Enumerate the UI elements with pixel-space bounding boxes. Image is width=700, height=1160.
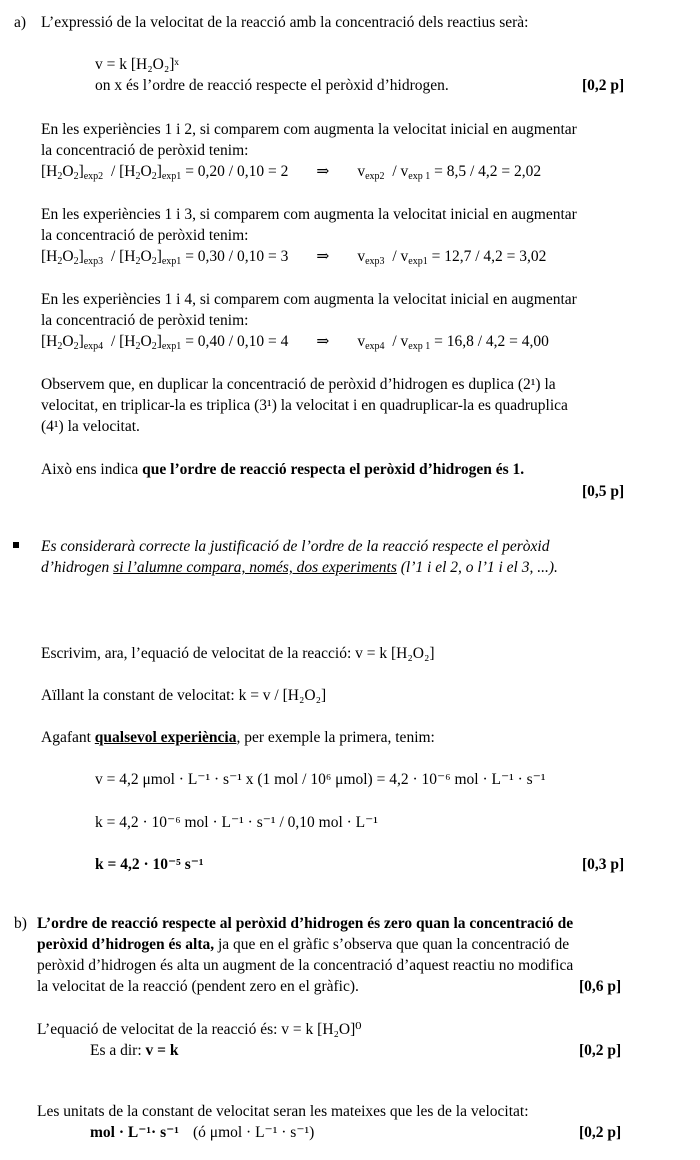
es-prefix: Es a dir: [90,1042,142,1059]
ratio-14-line: $[H_2O_2]_{exp4} / [H_2O_2]_{exp1} = 0,40 / 0,10 = 4$ ⇒ $v_{exp4} / v_{exp 1} = 16,8 / 4,2 = 4,00$ [41,333,549,352]
ratio-12-line: $[H_2O_2]_{exp2} / [H_2O_2]_{exp1} = 0,20 / 0,10 = 2$ ⇒ $v_{exp2} / v_{exp 1} = 8,5 / 4,2 = 2,02$ [41,163,542,182]
compare-13-line2: la concentració de peròxid tenim: [41,227,249,244]
ratio-13-line: $[H_2O_2]_{exp3} / [H_2O_2]_{exp1} = 0,30 / 0,10 = 3$ ⇒ $v_{exp3} / v_{exp1} = 12,7 / 4,2 = 3,02$ [41,248,547,267]
score-a2: [0,5 p] [582,483,625,500]
part-b-rate-equation: L’equació de velocitat de la reacció és: v = k [H₂O]⁰ [37,1021,362,1038]
score-b1: [0,6 p] [579,978,622,995]
part-b-line1 [37,915,573,933]
compare-13-line1: En les experiències 1 i 3, si comparem com augmenta la velocitat inicial en augmentar [41,206,577,223]
write-equation-line: Escrivim, ara, l’equació de velocitat de la reacció: v = k [H₂O₂] [41,645,435,662]
part-b-es-a-dir [90,1042,178,1060]
ratio-14-conc: = 0,40 / 0,10 = 4 [185,333,289,350]
compare-14-line1: En les experiències 1 i 4, si comparem com augmenta la velocitat inicial en augmentar [41,291,577,308]
units-line: Les unitats de la constant de velocitat seran les mateixes que les de la velocitat: [37,1103,529,1120]
units-values [90,1124,314,1142]
ratio-12-conc: = 0,20 / 0,10 = 2 [185,163,289,180]
isolate-constant-line: Aïllant la constant de velocitat: k = v / [H₂O₂] [41,687,327,704]
implies-arrow: ⇒ [316,333,330,350]
units-bold: mol · L⁻¹· s⁻¹ [90,1124,179,1141]
compare-14-line2: la concentració de peròxid tenim: [41,312,249,329]
units-alt: (ó μmol · L⁻¹ · s⁻¹) [192,1124,315,1141]
result-k: k = 4,2 · 10⁻⁵ s⁻¹ [95,856,204,873]
observation-line1: Observem que, en duplicar la concentració de peròxid d’hidrogen es duplica (2¹) la [41,376,556,393]
score-b3: [0,2 p] [579,1124,622,1141]
take-underlined: qualsevol experiència [94,729,237,746]
part-b-line1-bold: L’ordre de reacció respecte al peròxid d’hidrogen és zero quan la concentració de [37,915,574,932]
implies-arrow: ⇒ [316,248,330,265]
note-line1: Es considerarà correcte la justificació de l’ordre de la reacció respecte el peròxid [41,538,550,555]
ratio-13-vel: = 12,7 / 4,2 = 3,02 [431,248,547,265]
conclusion-bold: que l’ordre de reacció respecta el peròxid d’hidrogen és 1. [142,461,525,478]
part-a-marker: a) [14,14,27,31]
ratio-14-vel: = 16,8 / 4,2 = 4,00 [434,333,549,350]
part-b-line4: la velocitat de la reacció (pendent zero en el gràfic). [37,978,359,995]
ratio-12-vel: = 8,5 / 4,2 = 2,02 [434,163,542,180]
observation-line3: (4¹) la velocitat. [41,418,140,435]
compare-12-line1: En les experiències 1 i 2, si comparem com augmenta la velocitat inicial en augmentar [41,121,577,138]
calc-velocity-line: v = 4,2 μmol · L⁻¹ · s⁻¹ x (1 mol / 10⁶ μmol) = 4,2 · 10⁻⁶ mol · L⁻¹ · s⁻¹ [95,771,546,788]
take-prefix: Agafant [41,729,91,746]
take-experience-line [41,729,435,747]
part-a-intro: L’expressió de la velocitat de la reacció amb la concentració dels reactius serà: [41,14,529,31]
ratio-13-conc: = 0,30 / 0,10 = 3 [185,248,289,265]
implies-arrow: ⇒ [316,163,330,180]
part-b-line2 [37,936,569,954]
part-b-line2-rest: ja que en el gràfic s’observa que quan la concentració de [218,936,570,953]
note-line2-suffix: (l’1 i el 2, o l’1 i el 3, ...). [400,559,558,576]
note-line2 [41,559,558,577]
compare-12-line2: la concentració de peròxid tenim: [41,142,249,159]
observation-line2: velocitat, en triplicar-la es triplica (3¹) la velocitat i en quadruplicar-la es quadruplica [41,397,568,414]
calc-k-line: k = 4,2 · 10⁻⁶ mol · L⁻¹ · s⁻¹ / 0,10 mol · L⁻¹ [95,814,378,831]
bullet-square-icon [13,542,19,548]
es-bold: v = k [145,1042,179,1059]
score-a3: [0,3 p] [582,856,625,873]
note-line2-prefix: d’hidrogen [41,559,110,576]
part-b-line2-bold: peròxid d’hidrogen és alta, [37,936,215,953]
score-a1: [0,2 p] [582,77,625,94]
part-b-marker: b) [14,915,27,932]
take-suffix: , per exemple la primera, tenim: [236,729,435,746]
where-x-line: on x és l’ordre de reacció respecte el peròxid d’hidrogen. [95,77,449,94]
note-underlined: si l’alumne compara, només, dos experiments [113,559,397,576]
part-b-line3: peròxid d’hidrogen és alta un augment de la concentració d’aquest reactiu no modifica [37,957,574,974]
conclusion-line [41,461,524,479]
result-k-line [95,856,204,874]
rate-law-general: v = k [H₂O₂]ˣ [95,56,179,73]
score-b2: [0,2 p] [579,1042,622,1059]
conclusion-prefix: Això ens indica [41,461,139,478]
